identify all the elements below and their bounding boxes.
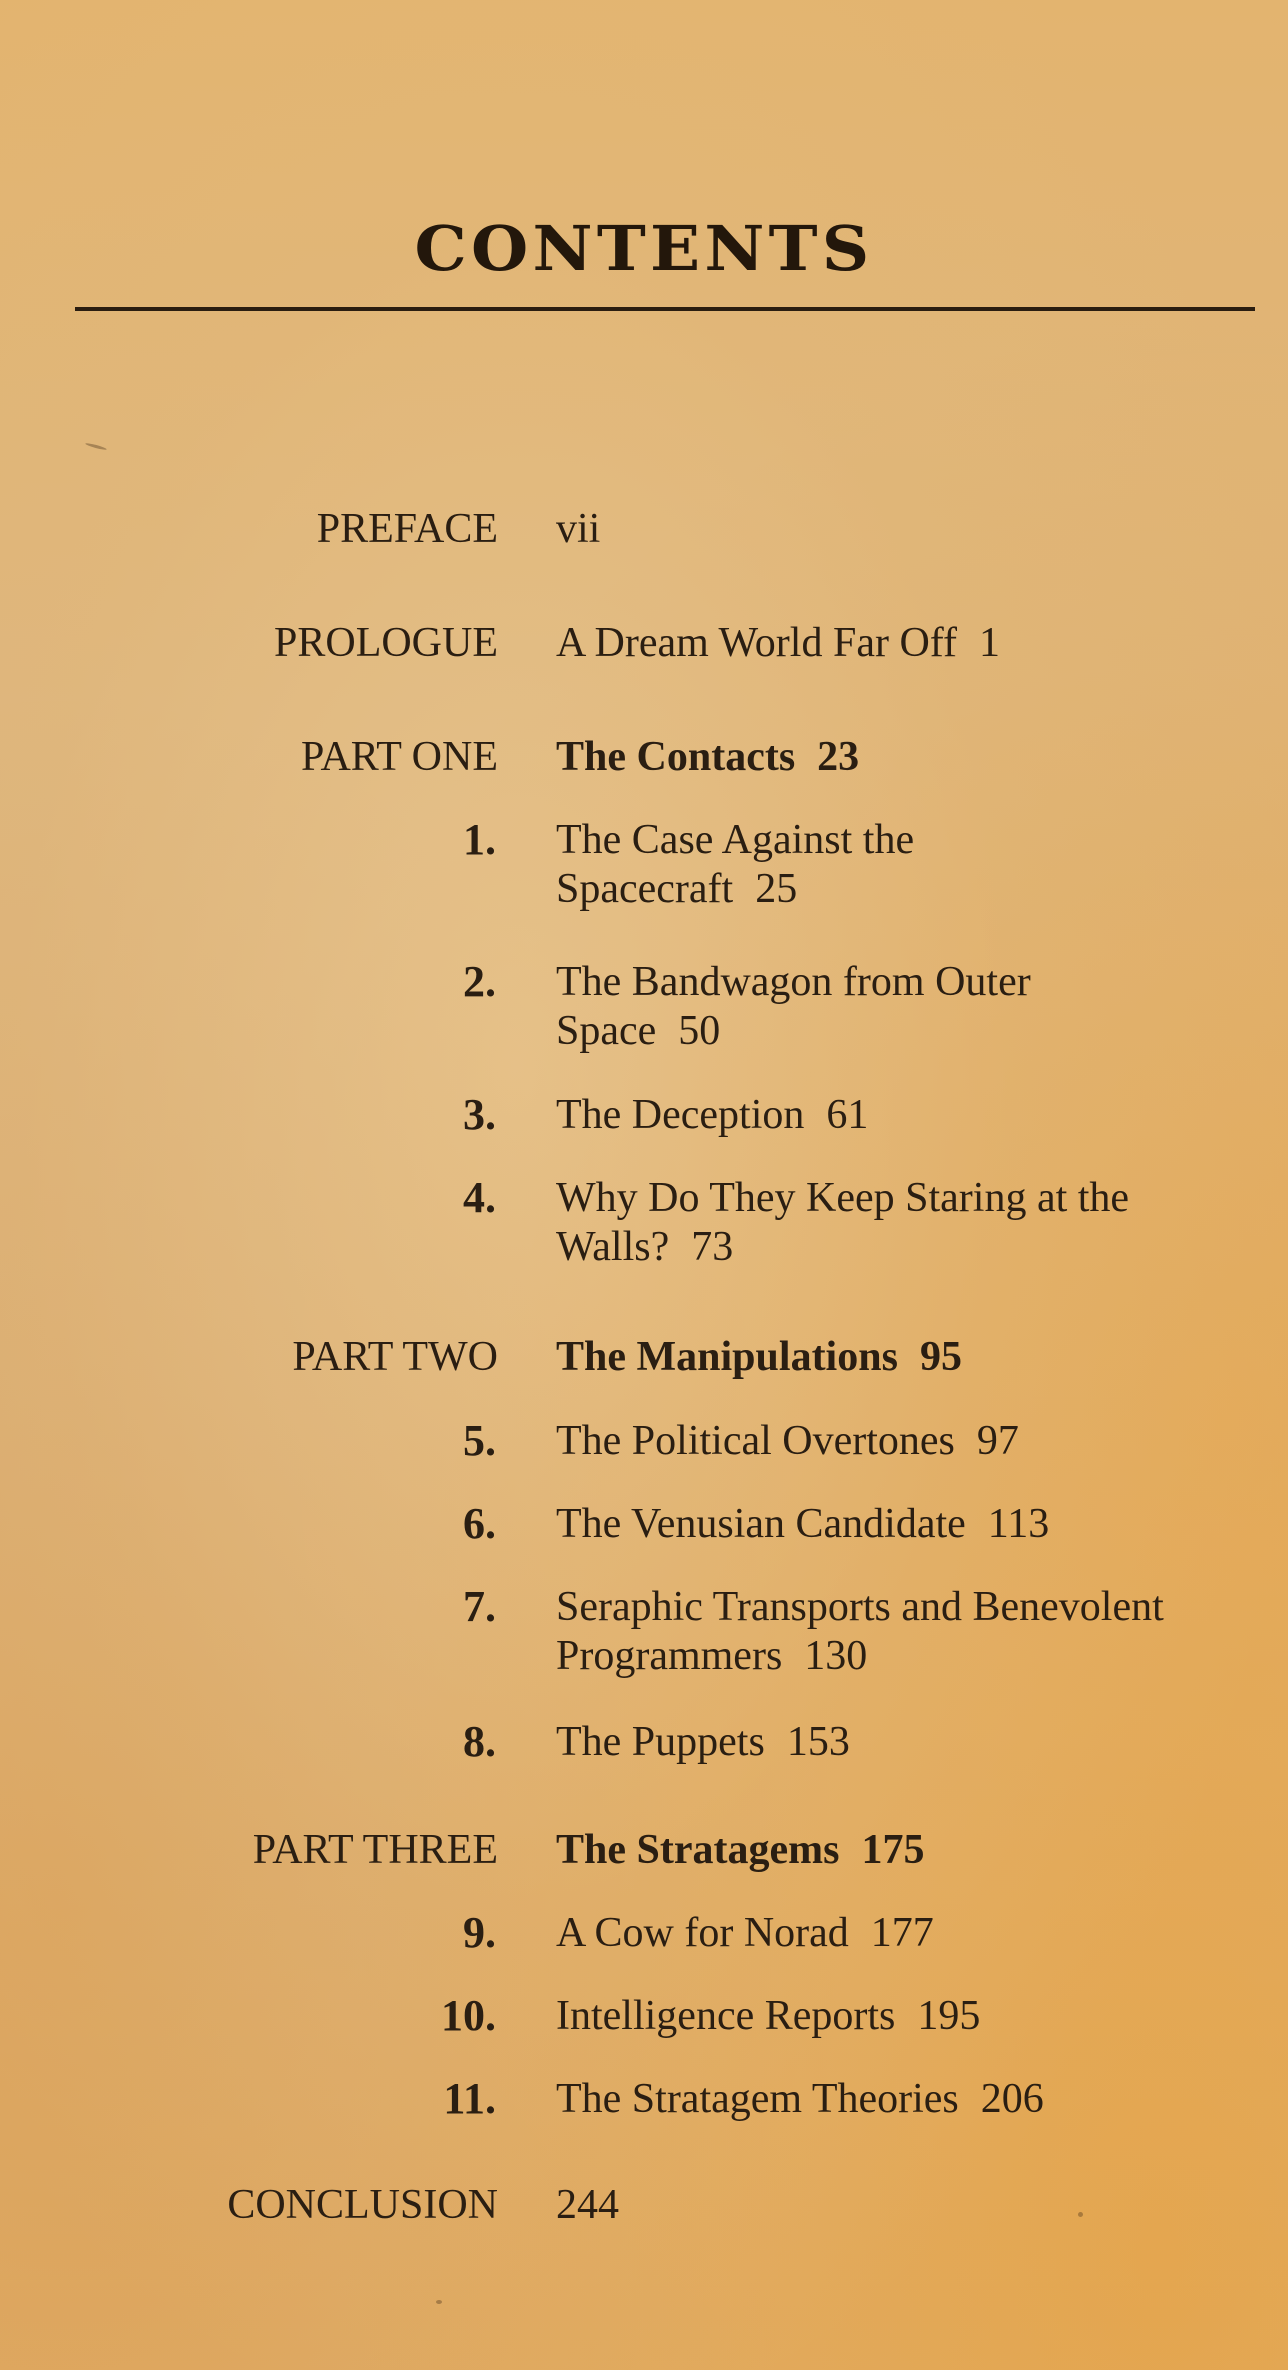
toc-title-text: Why Do They Keep Staring at the Walls?: [556, 1175, 1130, 1270]
toc-title: [556, 2181, 1256, 2230]
toc-page-number: 23: [817, 734, 860, 780]
toc-title-text: The Deception: [556, 1092, 805, 1138]
toc-title-text: Intelligence Reports: [556, 1993, 896, 2039]
toc-page-number: 153: [786, 1719, 850, 1765]
toc-page-number: 177: [870, 1910, 934, 1956]
toc-page-number: 73: [691, 1224, 734, 1270]
toc-label: PART TWO: [292, 1334, 498, 1380]
toc-chapter-number: 7.: [463, 1582, 496, 1631]
toc-title-text: Seraphic Transports and Benevolent Programmers: [556, 1584, 1164, 1679]
toc-chapter-number: 3.: [463, 1090, 496, 1139]
toc-page-number: 50: [678, 1008, 721, 1054]
toc-page-number: 97: [976, 1418, 1019, 1464]
toc-title: [556, 1333, 1256, 1382]
toc-title: [556, 1992, 1256, 2041]
toc-title-text: The Case Against the Spacecraft: [556, 817, 915, 912]
toc-page-number: 1: [979, 620, 1000, 666]
paper-speck: [1078, 2212, 1083, 2217]
toc-page-number: 130: [804, 1633, 868, 1679]
toc-page-number: 175: [861, 1827, 925, 1873]
toc-title-text: The Contacts: [556, 734, 796, 780]
toc-title-text: A Dream World Far Off: [556, 620, 957, 666]
toc-page-number: 113: [987, 1501, 1050, 1547]
toc-page-number: 25: [755, 866, 798, 912]
toc-title-text: The Manipulations: [556, 1334, 898, 1380]
heading-rule: [75, 307, 1255, 311]
toc-label: PROLOGUE: [273, 620, 498, 666]
toc-chapter-number: 11.: [443, 2074, 496, 2123]
toc-page-number: 206: [980, 2076, 1044, 2122]
toc-page-number: 95: [919, 1334, 962, 1380]
toc-label: PART ONE: [300, 734, 498, 780]
toc-page-number: 195: [917, 1993, 981, 2039]
toc-chapter-number: 4.: [463, 1173, 496, 1222]
paper-speck: [436, 2300, 442, 2304]
toc-chapter-number: 10.: [441, 1991, 496, 2040]
toc-title: [556, 958, 1076, 1056]
toc-chapter-number: 9.: [463, 1908, 496, 1957]
toc-chapter-number: 5.: [463, 1416, 496, 1465]
toc-page-number: 61: [826, 1092, 869, 1138]
toc-title: [556, 1909, 1256, 1958]
toc-title: [556, 1417, 1256, 1466]
toc-chapter-number: 6.: [463, 1499, 496, 1548]
toc-title: [556, 1718, 1256, 1767]
toc-title-text: 244: [556, 2182, 619, 2228]
toc-title-text: The Puppets: [556, 1719, 765, 1765]
toc-chapter-number: 2.: [463, 957, 496, 1006]
toc-chapter-number: 8.: [463, 1717, 496, 1766]
toc-title-text: The Stratagem Theories: [556, 2076, 959, 2122]
toc-title: [556, 816, 1036, 914]
toc-chapter-number: 1.: [463, 815, 496, 864]
toc-title: [556, 619, 1256, 668]
toc-title: [556, 1500, 1256, 1549]
contents-heading: CONTENTS: [414, 212, 874, 285]
paper-speck: [85, 442, 107, 451]
toc-title-text: The Political Overtones: [556, 1418, 955, 1464]
toc-title: [556, 1091, 1256, 1140]
toc-title: [556, 1826, 1256, 1875]
toc-title: [556, 2075, 1256, 2124]
toc-title: [556, 1174, 1196, 1272]
toc-title-text: The Venusian Candidate: [556, 1501, 966, 1547]
toc-label: PART THREE: [252, 1827, 498, 1873]
toc-title-text: A Cow for Norad: [556, 1910, 849, 1956]
toc-title-text: The Bandwagon from Outer Space: [556, 959, 1031, 1054]
toc-title: [556, 1583, 1276, 1681]
toc-title: [556, 505, 1256, 554]
toc-title-text: vii: [556, 506, 601, 552]
toc-label: CONCLUSION: [227, 2182, 498, 2228]
toc-title: [556, 733, 1256, 782]
toc-title-text: The Stratagems: [556, 1827, 840, 1873]
toc-label: PREFACE: [316, 506, 498, 552]
